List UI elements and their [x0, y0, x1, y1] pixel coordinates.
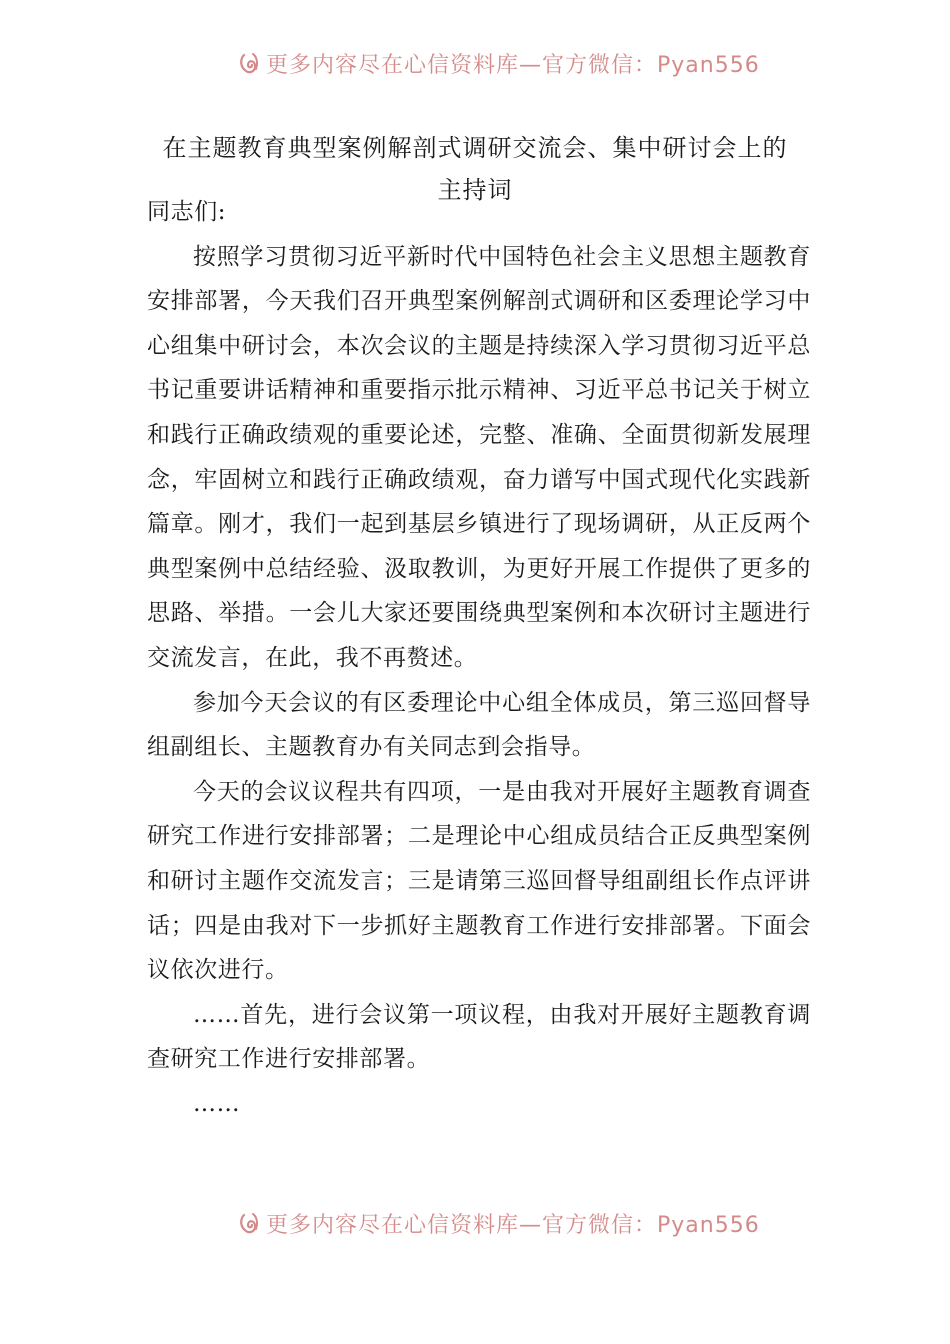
watermark-content: [238, 50, 760, 79]
header-watermark: [0, 50, 950, 90]
body-paragraph: ……: [193, 1090, 241, 1117]
document-title-line-2: 主持词: [437, 176, 513, 204]
document-title-line-1: 在主题教育典型案例解剖式调研交流会、集中研讨会上的: [162, 134, 788, 162]
body-paragraph: ……首先，进行会议第一项议程，由我对开展好主题教育调查研究工作进行安排部署。: [147, 1001, 811, 1073]
salutation: 同志们:: [147, 199, 227, 225]
body-paragraph: 按照学习贯彻习近平新时代中国特色社会主义思想主题教育安排部署，今天我们召开典型案例解剖式调研和区委理论学习中心组集中研讨会，本次会议的主题是持续深入学习贯彻习近平总书记重要讲话精神和重要指示批示精神、习近平总书记关于树立和践行正确政绩观的重要论述，完整、准确、全面贯彻新发展理念，牢固树立和践行正确政绩观，奋力谱写中国式现代化实践新篇章。刚才，我们一起到基层乡镇进行了现场调研，从正反两个典型案例中总结经验、汲取教训，为更好开展工作提供了更多的思路、举措。一会儿大家还要围绕典型案例和本次研讨主题进行交流发言，在此，我不再赘述。: [147, 243, 811, 671]
watermark-text: 更多内容尽在心信资料库—官方微信：Pyan556: [266, 53, 760, 78]
curly-logo-icon: [238, 1211, 260, 1237]
body-paragraph: 今天的会议议程共有四项，一是由我对开展好主题教育调查研究工作进行安排部署；二是理论中心组成员结合正反典型案例和研讨主题作交流发言；三是请第三巡回督导组副组长作点评讲话；四是由我对下一步抓好主题教育工作进行安排部署。下面会议依次进行。: [147, 778, 811, 984]
body-paragraph: 参加今天会议的有区委理论中心组全体成员，第三巡回督导组副组长、主题教育办有关同志到会指导。: [147, 689, 811, 761]
document-body: [147, 190, 811, 1126]
watermark-content: [238, 1208, 760, 1239]
curly-logo-icon: [238, 51, 260, 77]
footer-watermark: [0, 1200, 950, 1240]
watermark-text: 更多内容尽在心信资料库—官方微信：Pyan556: [266, 1213, 760, 1238]
